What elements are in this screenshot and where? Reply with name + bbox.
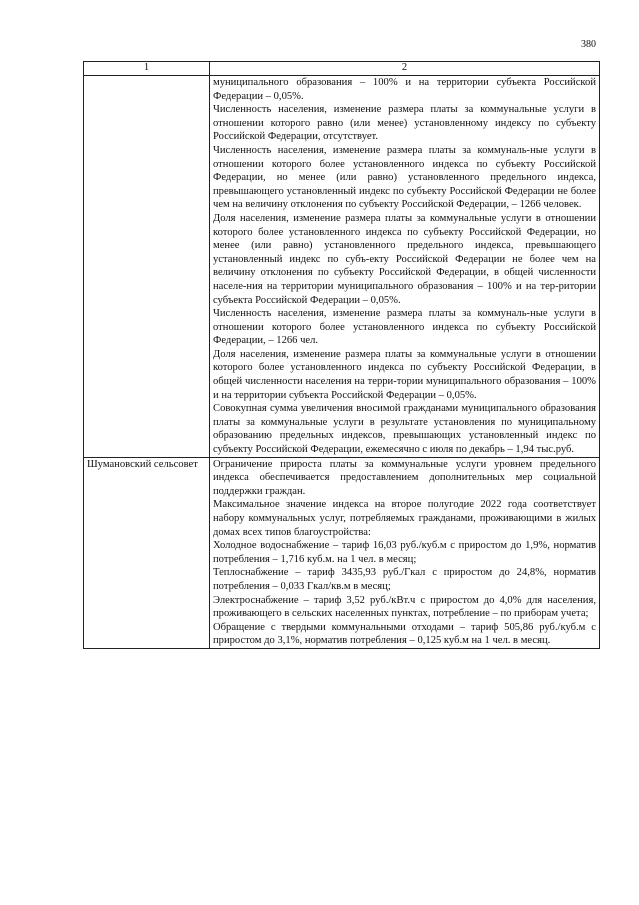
paragraph: Совокупная сумма увеличения вносимой гражданами муниципального образования платы за коммунальные услуги в результате установления по муниципальному образованию предельных индексов, превышающих установленный индекс по субъекту Российской Федерации, ежемесячно с июля по декабрь – 1,94 тыс.руб. <box>213 403 596 456</box>
table-row <box>84 457 600 648</box>
paragraph: Численность населения, изменение размера платы за коммунальные услуги в отношении которого равно (или менее) установленному индексу по субъекту Российской Федерации, отсутствует. <box>213 104 596 143</box>
paragraph: Численность населения, изменение размера платы за коммуналь-ные услуги в отношении которого более установленного индекса по субъекту Российской Федерации, – 1266 чел. <box>213 308 596 347</box>
paragraph: Обращение с твердыми коммунальными отходами – тариф 505,86 руб./куб.м с приростом до 3,1%, норматив потребления – 0,125 куб.м на 1 чел. в месяц. <box>213 621 596 647</box>
paragraph: Теплоснабжение – тариф 3435,93 руб./Гкал с приростом до 24,8%, норматив потребления – 0,033 Гкал/кв.м в месяц; <box>213 567 596 592</box>
column-header-2: 2 <box>210 62 600 76</box>
paragraph: Максимальное значение индекса на второе полугодие 2022 года соответствует набору коммунальных услуг, потребляемых гражданами, проживающими в жилых домах всех типов благоустройства: <box>213 499 596 538</box>
paragraph: Холодное водоснабжение – тариф 16,03 руб./куб.м с приростом до 1,9%, норматив потребления – 1,716 куб.м. на 1 чел. в месяц; <box>213 540 596 565</box>
paragraph: Доля населения, изменение размера платы за коммунальные услуги в отношении которого более установленного индекса по субъекту Российской Федерации, в общей численности населения на терри-тории муниципального образования – 100% и на территории субъекта Российской Федерации – 0,05%. <box>213 348 596 401</box>
municipality-name-cell <box>84 76 210 458</box>
column-header-1: 1 <box>84 62 210 76</box>
table-row <box>84 76 600 458</box>
paragraph: муниципального образования – 100% и на территории субъекта Российской Федерации – 0,05%. <box>213 77 596 102</box>
municipality-name-cell: Шумановский сельсовет <box>84 457 210 648</box>
paragraph: Численность населения, изменение размера платы за коммуналь-ные услуги в отношении которого более установленного индекса по субъекту Российской Федерации, но менее (или равно) установленного предельного индекса, превышающего установленный индекс по субъекту Российской Федерации не более чем на величину отклонения по субъекту Российской Федерации, – 1266 человек. <box>213 144 596 211</box>
page-number: 380 <box>581 39 596 50</box>
paragraph: Ограничение прироста платы за коммунальные услуги уровнем предельного индекса обеспечивается предоставлением дополнительных мер социальной поддержки граждан. <box>213 458 596 497</box>
table-header-row <box>84 62 600 76</box>
paragraph: Доля населения, изменение размера платы за коммунальные услуги в отношении которого более установленного индекса по субъекту Российской Федерации, но менее (или равно) установленного предельного индекса, превышающего установленный индекс по субъ-екту Российской Федерации не более чем на величину отклонения по субъекту Российской Федерации, в общей численности населе-ния на территории муниципального образования – 100% и на тер-ритории субъекта Российской Федерации – 0,05%. <box>213 212 596 306</box>
paragraph: Электроснабжение – тариф 3,52 руб./кВт.ч с приростом до 4,0% для населения, проживающего в сельских населенных пунктах, потребление – по приборам учета; <box>213 594 596 620</box>
document-table <box>83 61 600 649</box>
description-cell <box>210 76 600 458</box>
description-cell <box>210 457 600 648</box>
